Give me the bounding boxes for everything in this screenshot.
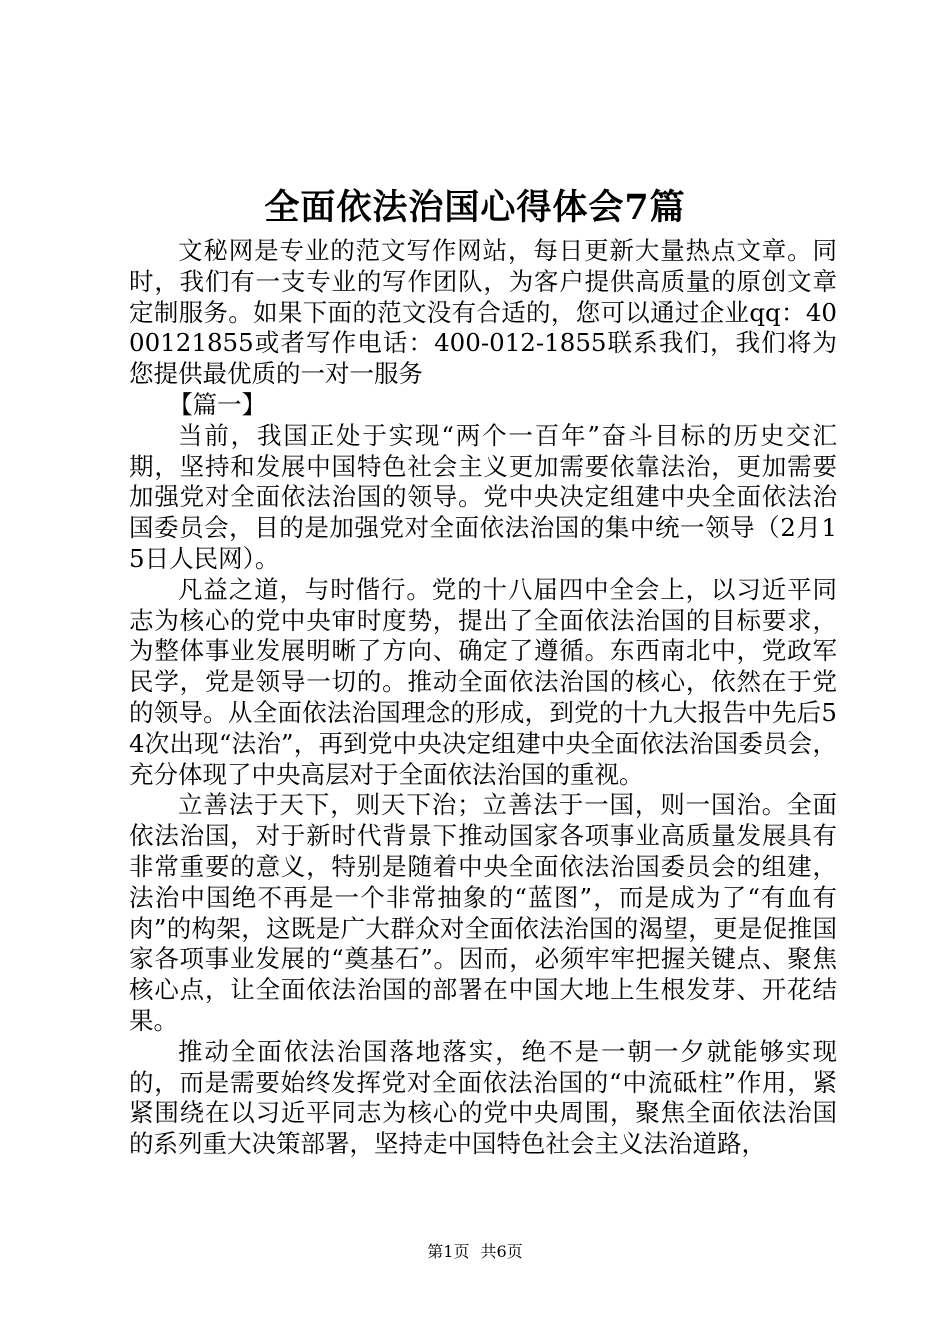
page-footer: [0, 1240, 950, 1264]
document-body: [129, 236, 837, 1160]
intro-paragraph: 文秘网是专业的范文写作网站，每日更新大量热点文章。同时，我们有一支专业的写作团队，为客户提供高质量的原创文章定制服务。如果下面的范文没有合适的，您可以通过企业qq：4000121855或者写作电话：400-012-1855联系我们，我们将为您提供最优质的一对一服务: [129, 236, 837, 389]
section-heading: 【篇一】: [168, 389, 267, 419]
body-paragraph: 当前，我国正处于实现“两个一百年”奋斗目标的历史交汇期，坚持和发展中国特色社会主义更加需要依靠法治，更加需要加强党对全面依法治国的领导。党中央决定组建中央全面依法治国委员会，目的是加强党对全面依法治国的集中统一领导（2月15日人民网）。: [129, 420, 837, 573]
document-title: 全面依法治国心得体会7篇: [264, 187, 686, 228]
page-number: 第1页: [427, 1242, 470, 1261]
page-total: 共6页: [480, 1242, 523, 1261]
body-paragraph: 立善法于天下，则天下治；立善法于一国，则一国治。全面依法治国，对于新时代背景下推动国家各项事业高质量发展具有非常重要的意义，特别是随着中央全面依法治国委员会的组建，法治中国绝不再是一个非常抽象的“蓝图”，而是成为了“有血有肉”的构架，这既是广大群众对全面依法治国的渴望，更是促推国家各项事业发展的“奠基石”。因而，必须牢牢把握关键点、聚焦核心点，让全面依法治国的部署在中国大地上生根发芽、开花结果。: [129, 790, 837, 1035]
body-paragraph: 推动全面依法治国落地落实，绝不是一朝一夕就能够实现的，而是需要始终发挥党对全面依法治国的“中流砥柱”作用，紧紧围绕在以习近平同志为核心的党中央周围，聚焦全面依法治国的系列重大决策部署，坚持走中国特色社会主义法治道路，: [129, 1036, 837, 1159]
body-paragraph: 凡益之道，与时偕行。党的十八届四中全会上，以习近平同志为核心的党中央审时度势，提出了全面依法治国的目标要求，为整体事业发展明晰了方向、确定了遵循。东西南北中，党政军民学，党是领导一切的。推动全面依法治国的核心，依然在于党的领导。从全面依法治国理念的形成，到党的十九大报告中先后54次出现“法治”，再到党中央决定组建中央全面依法治国委员会，充分体现了中央高层对于全面依法治国的重视。: [129, 574, 837, 789]
